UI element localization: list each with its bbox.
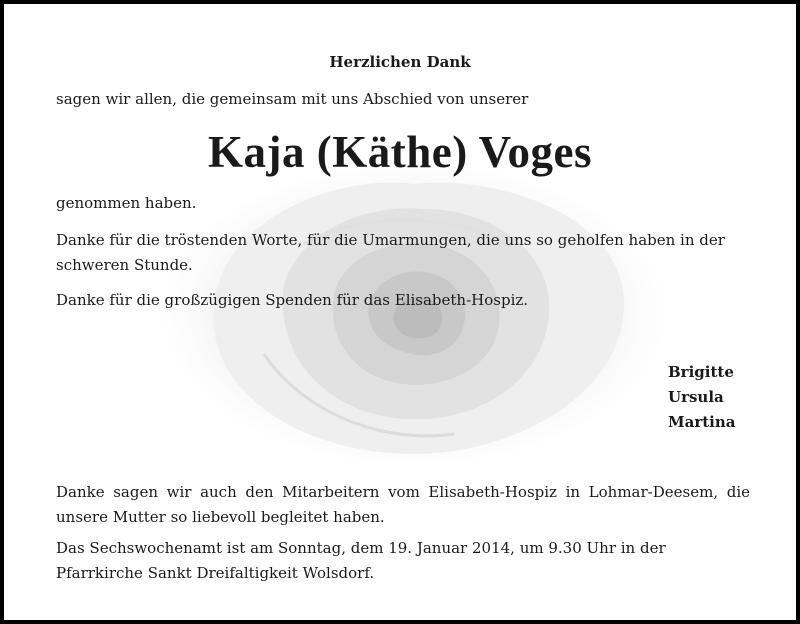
signer-name: Ursula	[668, 388, 724, 406]
rose-background-image	[154, 154, 674, 474]
deceased-name: Kaja (Käthe) Voges	[208, 127, 592, 177]
thanks-donations-paragraph: Danke für die großzügigen Spenden für das Elisabeth-Hospiz.	[56, 291, 529, 309]
thanks-staff-paragraph: Danke sagen wir auch den Mitarbeitern vom Elisabeth-Hospiz in Lohmar-Deesem, die unsere Mutter so liebevoll begleitet haben.	[56, 483, 750, 526]
thanks-words-paragraph: Danke für die tröstenden Worte, für die Umarmungen, die uns so geholfen haben in der schweren Stunde.	[56, 231, 725, 274]
heading: Herzlichen Dank	[329, 53, 471, 71]
signers-list	[668, 360, 735, 435]
signer-name: Brigitte	[668, 363, 734, 381]
intro-line: sagen wir allen, die gemeinsam mit uns Abschied von unserer	[56, 90, 529, 108]
after-name-line: genommen haben.	[56, 194, 197, 212]
mass-notice-paragraph: Das Sechswochenamt ist am Sonntag, dem 19. Januar 2014, um 9.30 Uhr in der Pfarrkirche Sankt Dreifaltigkeit Wolsdorf.	[56, 539, 666, 582]
signer-name: Martina	[668, 413, 736, 431]
